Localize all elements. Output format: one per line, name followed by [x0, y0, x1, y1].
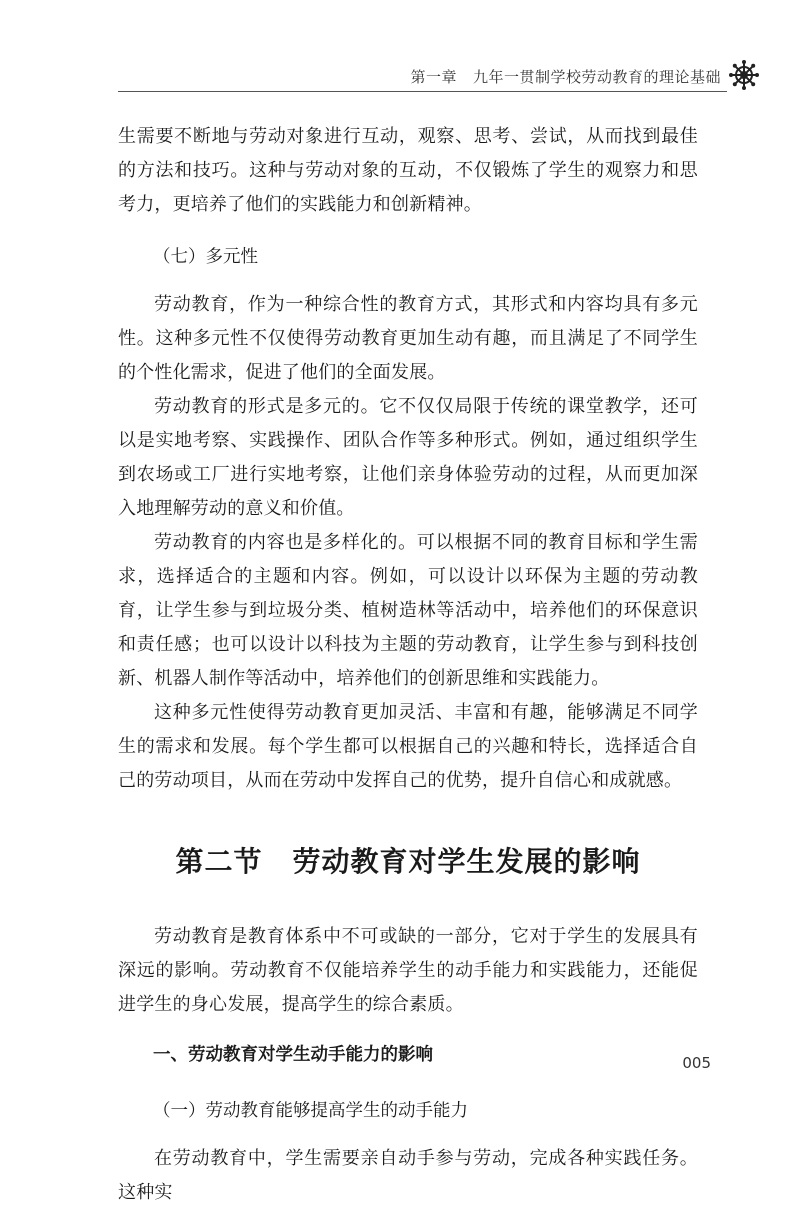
subheading-diversity: （七）多元性	[153, 247, 258, 267]
paragraph-last: 在劳动教育中，学生需要亲自动手参与劳动，完成各种实践任务。这种实	[118, 1148, 698, 1203]
header-divider	[118, 91, 727, 92]
chapter-title: 九年一贯制学校劳动教育的理论基础	[472, 68, 721, 86]
section-number: 第二节	[175, 845, 263, 878]
section-title-text: 劳动教育对学生发展的影响	[292, 845, 641, 878]
running-header	[0, 58, 799, 92]
chapter-label: 第一章	[410, 68, 457, 86]
subheading-level-two: （一）劳动教育能够提高学生的动手能力	[153, 1101, 468, 1121]
paragraph-section-intro: 劳动教育是教育体系中不可或缺的一部分，它对于学生的发展具有深远的影响。劳动教育不仅能培养学生的动手能力和实践能力，还能促进学生的身心发展，提高学生的综合素质。	[118, 926, 698, 1015]
paragraph-continued: 生需要不断地与劳动对象进行互动，观察、思考、尝试，从而找到最佳的方法和技巧。这种与劳动对象的互动，不仅锻炼了学生的观察力和思考力，更培养了他们的实践能力和创新精神。	[118, 126, 698, 215]
ship-wheel-icon	[729, 60, 759, 90]
paragraph: 劳动教育的形式是多元的。它不仅仅局限于传统的课堂教学，还可以是实地考察、实践操作、团队合作等多种形式。例如，通过组织学生到农场或工厂进行实地考察，让他们亲身体验劳动的过程，从而更加深入地理解劳动的意义和价值。	[118, 396, 698, 519]
paragraph: 劳动教育的内容也是多样化的。可以根据不同的教育目标和学生需求，选择适合的主题和内容。例如，可以设计以环保为主题的劳动教育，让学生参与到垃圾分类、植树造林等活动中，培养他们的环保意识和责任感；也可以设计以科技为主题的劳动教育，让学生参与到科技创新、机器人制作等活动中，培养他们的创新思维和实践能力。	[118, 532, 698, 689]
running-header-text	[410, 66, 721, 87]
section-title	[118, 840, 698, 880]
paragraph: 这种多元性使得劳动教育更加灵活、丰富和有趣，能够满足不同学生的需求和发展。每个学生都可以根据自己的兴趣和特长，选择适合自己的劳动项目，从而在劳动中发挥自己的优势，提升自信心和成就感。	[118, 702, 698, 791]
page-number: 005	[682, 1054, 711, 1072]
paragraph: 劳动教育，作为一种综合性的教育方式，其形式和内容均具有多元性。这种多元性不仅使得劳动教育更加生动有趣，而且满足了不同学生的个性化需求，促进了他们的全面发展。	[118, 294, 698, 383]
heading-level-one: 一、劳动教育对学生动手能力的影响	[153, 1045, 433, 1065]
page-body	[118, 120, 698, 1210]
